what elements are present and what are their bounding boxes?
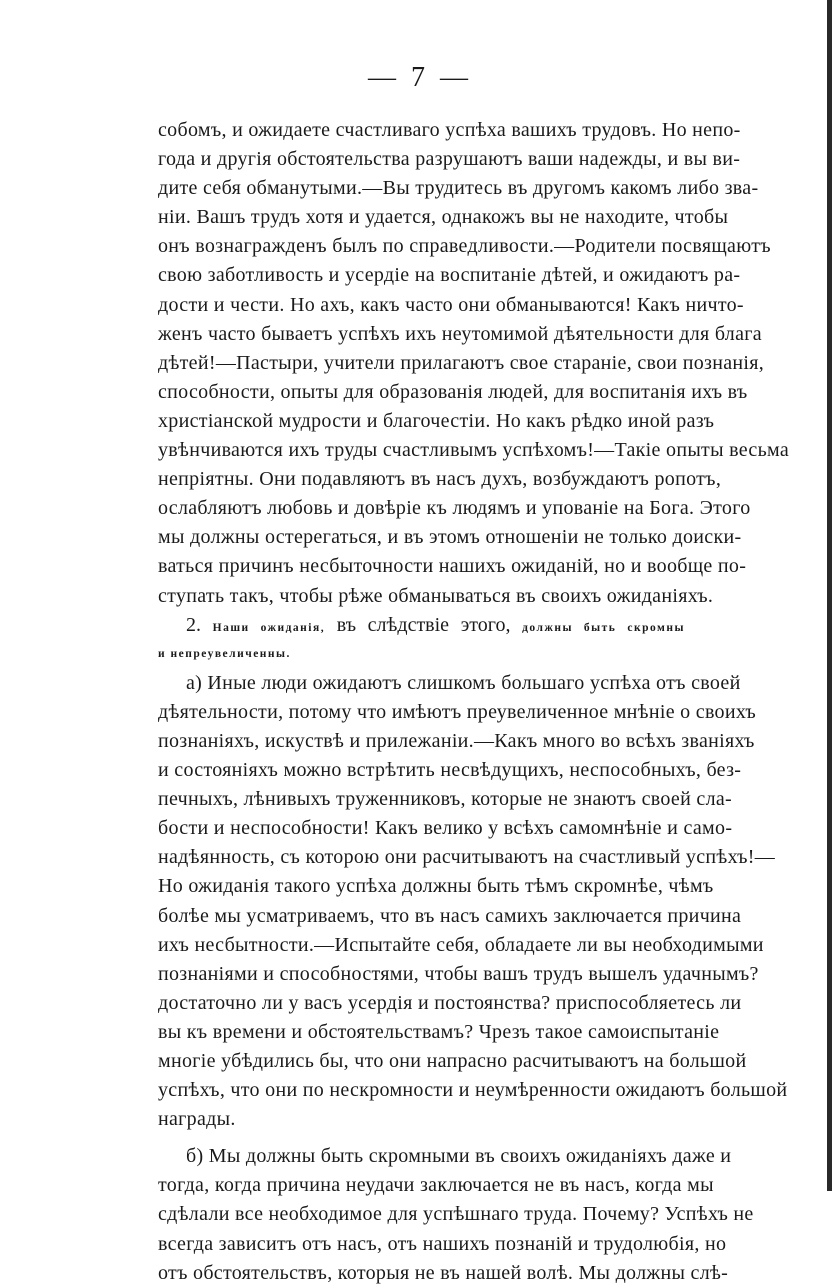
heading-line-2: и непреувеличенны. [158,647,291,660]
page-number: — 7 — [368,62,472,93]
section-heading [158,611,685,669]
text-line: онъ вознагражденъ былъ по справедливости.—Родители посвящаютъ [158,235,771,258]
paragraph-gap [158,1134,685,1142]
text-line: печныхъ, лѣнивыхъ труженниковъ, которые не знаютъ своей сла- [158,788,733,811]
text-line: бости и неспособности! Какъ велико у всѣхъ самомнѣніе и само- [158,817,733,840]
paragraph-1 [158,116,790,611]
text-line: многіе убѣдились бы, что они напрасно расчитываютъ на большой [158,1050,747,1072]
text-line: сдѣлали все необходимое для успѣшнаго труда. Почему? Успѣхъ не [158,1203,754,1226]
page-edge [827,0,832,1191]
text-line: способности, опыты для образованія людей, для воспитанія ихъ въ [158,380,748,403]
text-line: болѣе мы усматриваемъ, что въ насъ самихъ заключается причина [158,904,742,927]
text-line: ваться причинъ несбыточности нашихъ ожиданій, но и вообще по- [158,555,747,578]
text-line: тогда, когда причина неудачи заключается не въ насъ, когда мы [158,1174,714,1197]
text-line: надѣянность, съ которою они расчитываютъ на счастливый успѣхъ!— [158,846,776,869]
text-line: ихъ несбытности.—Испытайте себя, обладаете ли вы необходимыми [158,933,764,956]
text-line: дѣятельности, потому что имѣютъ преувеличенное мнѣніе о своихъ [158,700,757,723]
text-line: б) Мы должны быть скромными въ своихъ ожиданіяхъ даже и [186,1145,732,1168]
text-line: увѣнчиваются ихъ труды счастливымъ успѣхомъ!—Такіе опыты весьма [158,439,790,462]
text-line: дите себя обманутыми.—Вы трудитесь въ другомъ какомъ либо зва- [158,177,759,200]
text-line: познаніями и способностями, чтобы вашъ трудъ вышелъ удачнымъ? [158,962,759,985]
text-line: христіанской мудрости и благочестіи. Но какъ рѣдко иной разъ [158,409,715,432]
text-body [158,116,790,1288]
heading-middle: въ слѣдствіе этого, [336,613,511,636]
text-line: дѣтей!—Пастыри, учители прилагаютъ свое стараніе, свои познанія, [158,351,765,374]
text-line: дости и чести. Но ахъ, какъ часто они обманываются! Какъ ничто- [158,293,744,316]
text-line: мы должны остерегаться, и въ этомъ отношеніи не только доиски- [158,526,742,549]
heading-line-1 [158,611,685,640]
text-line: вы къ времени и обстоятельствамъ? Чрезъ такое самоиспытаніе [158,1020,720,1043]
text-line: и состояніяхъ можно встрѣтить несвѣдущихъ, неспособныхъ, без- [158,759,742,782]
text-line: достаточно ли у васъ усердія и постоянства? приспособляетесь ли [158,991,742,1014]
text-line: ослабляютъ любовь и довѣріе къ людямъ и упованіе на Бога. Этого [158,497,751,520]
heading-number: 2. [186,613,201,636]
text-line: ніи. Вашъ трудъ хотя и удается, однакожъ вы не находите, чтобы [158,206,729,229]
text-line: года и другія обстоятельства разрушаютъ ваши надежды, и вы ви- [158,148,741,171]
text-line: свою заботливость и усердіе на воспитаніе дѣтей, и ожидаютъ ра- [158,264,741,287]
text-line: а) Иные люди ожидаютъ слишкомъ большаго успѣха отъ своей [186,671,741,694]
paragraph-b [158,1142,754,1287]
text-line: непріятны. Они подавляютъ въ насъ духъ, возбуждаютъ ропотъ, [158,468,722,491]
text-line: ступать такъ, чтобы рѣже обманываться въ своихъ ожиданіяхъ. [158,584,714,607]
text-line: успѣхъ, что они по нескромности и неумѣренности ожидаютъ большой [158,1079,788,1102]
text-line: всегда зависитъ отъ насъ, отъ нашихъ познаній и трудолюбія, но [158,1232,727,1255]
text-line: собомъ, и ожидаете счастливаго успѣха вашихъ трудовъ. Но непо- [158,119,741,141]
paragraph-a [158,669,788,1135]
text-line: награды. [158,1108,236,1131]
text-line: женъ часто бываетъ успѣхъ ихъ неутомимой дѣятельности для блага [158,322,762,345]
heading-emphasis-b: должны быть скромны [522,621,685,634]
text-line: отъ обстоятельствъ, которыя не въ нашей волѣ. Мы должны слѣ- [158,1261,729,1284]
text-line: познаніяхъ, искуствѣ и прилежаніи.—Какъ много во всѣхъ званіяхъ [158,729,755,752]
text-line: Но ожиданія такого успѣха должны быть тѣмъ скромнѣе, чѣмъ [158,875,714,898]
heading-emphasis-a: Наши ожиданія, [212,621,326,634]
